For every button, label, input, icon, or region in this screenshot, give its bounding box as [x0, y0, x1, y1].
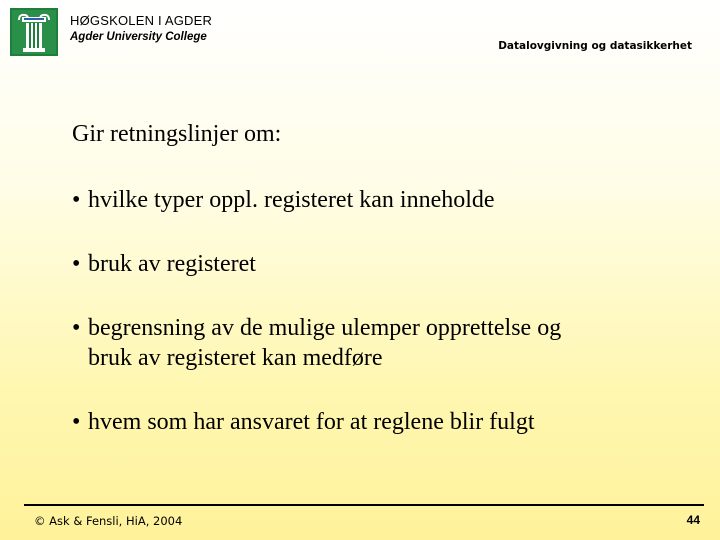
slide-intro-text: Gir retningslinjer om: [72, 121, 282, 147]
bullet-list [72, 185, 561, 437]
bullet-text: hvem som har ansvaret for at reglene blir fulgt [88, 409, 535, 435]
school-name: HØGSKOLEN I AGDER [70, 13, 213, 28]
bullet-text: hvilke typer oppl. registeret kan inneholde [88, 187, 495, 213]
bullet-icon: • [72, 409, 81, 435]
bullet-icon: • [72, 251, 81, 277]
bullet-text-continuation: bruk av registeret kan medføre [88, 345, 383, 371]
bullet-item [72, 407, 561, 437]
column-pillar-icon [10, 8, 58, 56]
course-title: Datalovgivning og datasikkerhet [498, 40, 692, 52]
page-number: 44 [686, 513, 700, 527]
bullet-item [72, 185, 561, 215]
bullet-icon: • [72, 315, 81, 341]
bullet-item [72, 313, 561, 373]
footer-copyright: © Ask & Fensli, HiA, 2004 [34, 514, 183, 528]
footer-divider [24, 504, 704, 506]
bullet-text: begrensning av de mulige ulemper opprettelse og [88, 315, 562, 341]
bullet-icon: • [72, 187, 81, 213]
school-name-english: Agder University College [70, 31, 207, 43]
bullet-text: bruk av registeret [88, 251, 256, 277]
bullet-item [72, 249, 561, 279]
